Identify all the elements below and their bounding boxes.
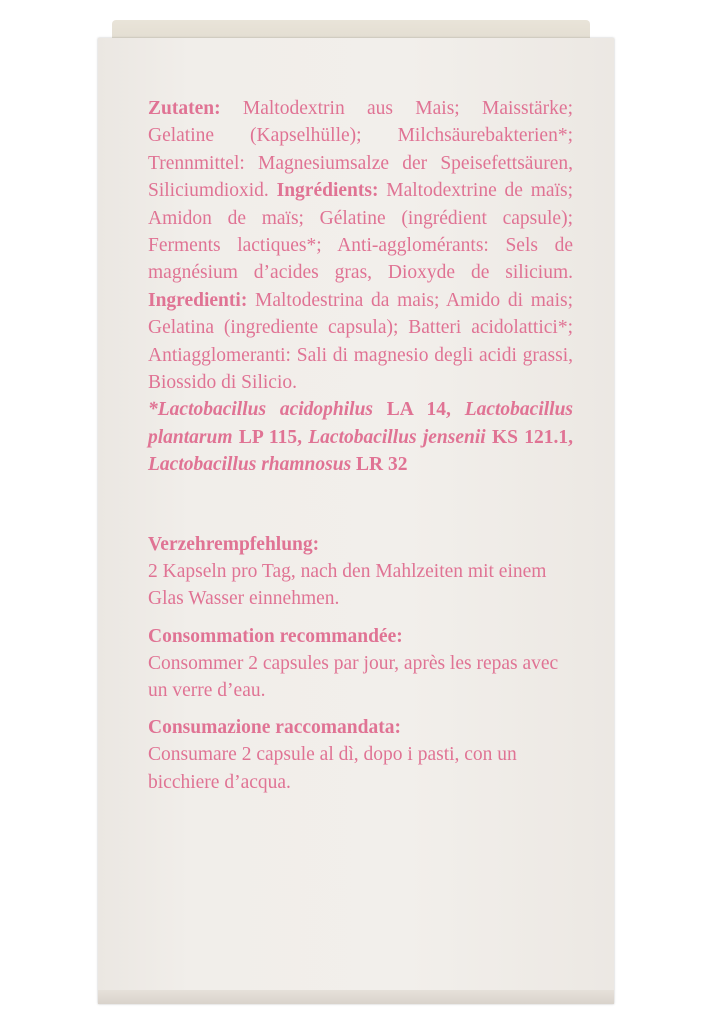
strain-3-code: KS 121.1, <box>485 426 573 448</box>
strain-4-code: LR 32 <box>351 454 408 476</box>
strain-2-name: Lactobacillus plantarum <box>148 399 574 448</box>
strain-1-code: LA 14, <box>373 399 465 421</box>
ingredients-de-text: Maltodextrin aus Mais; Maisstärke; Gelatine (Kapselhülle); Milchsäurebakterien*; Trennmittel: Magnesiumsalze der Speisefettsäuren, Siliciumdioxid. <box>148 98 573 202</box>
strain-4-name: Lactobacillus rhamnosus <box>148 454 352 476</box>
label-text <box>148 95 573 806</box>
ingredients-it-text: Maltodestrina da mais; Amido di mais; Gelatina (ingrediente capsula); Batteri acidolattici*; Antiagglomeranti: Sali di magnesio degli acidi grassi, Biossido di Silicio. <box>148 289 573 394</box>
ingredients-de-label: Zutaten: <box>148 98 221 119</box>
usage-fr-text: Consommer 2 capsules par jour, après les repas avec un verre d’eau. <box>148 652 559 701</box>
usage-de-heading: Verzehrempfehlung: <box>148 533 320 555</box>
strains-paragraph <box>148 396 573 478</box>
strain-3-name: Lactobacillus jensenii <box>308 426 486 448</box>
box-bottom-edge <box>98 990 614 1004</box>
ingredients-fr-text: Maltodextrine de maïs; Amidon de maïs; Gélatine (ingrédient capsule); Ferments lactiques*; Anti-agglomérants: Sels de magnésium d’acides gras, Dioxyde de silicium. <box>148 180 573 284</box>
strain-2-code: LP 115, <box>232 426 309 448</box>
usage-it-heading: Consumazione raccomandata: <box>148 717 401 739</box>
ingredients-fr-label: Ingrédients: <box>276 180 379 202</box>
usage-it-text: Consumare 2 capsule al dì, dopo i pasti, con un bicchiere d’acqua. <box>148 744 517 793</box>
ingredients-it-label: Ingredienti: <box>148 289 248 311</box>
usage-de-text: 2 Kapseln pro Tag, nach den Mahlzeiten mit einem Glas Wasser einnehmen. <box>148 560 547 610</box>
usage-section <box>148 531 573 796</box>
strain-1-name: *Lactobacillus acidophilus <box>148 399 374 421</box>
ingredients-paragraph <box>148 95 573 396</box>
usage-fr-heading: Consommation recommandée: <box>148 625 403 647</box>
